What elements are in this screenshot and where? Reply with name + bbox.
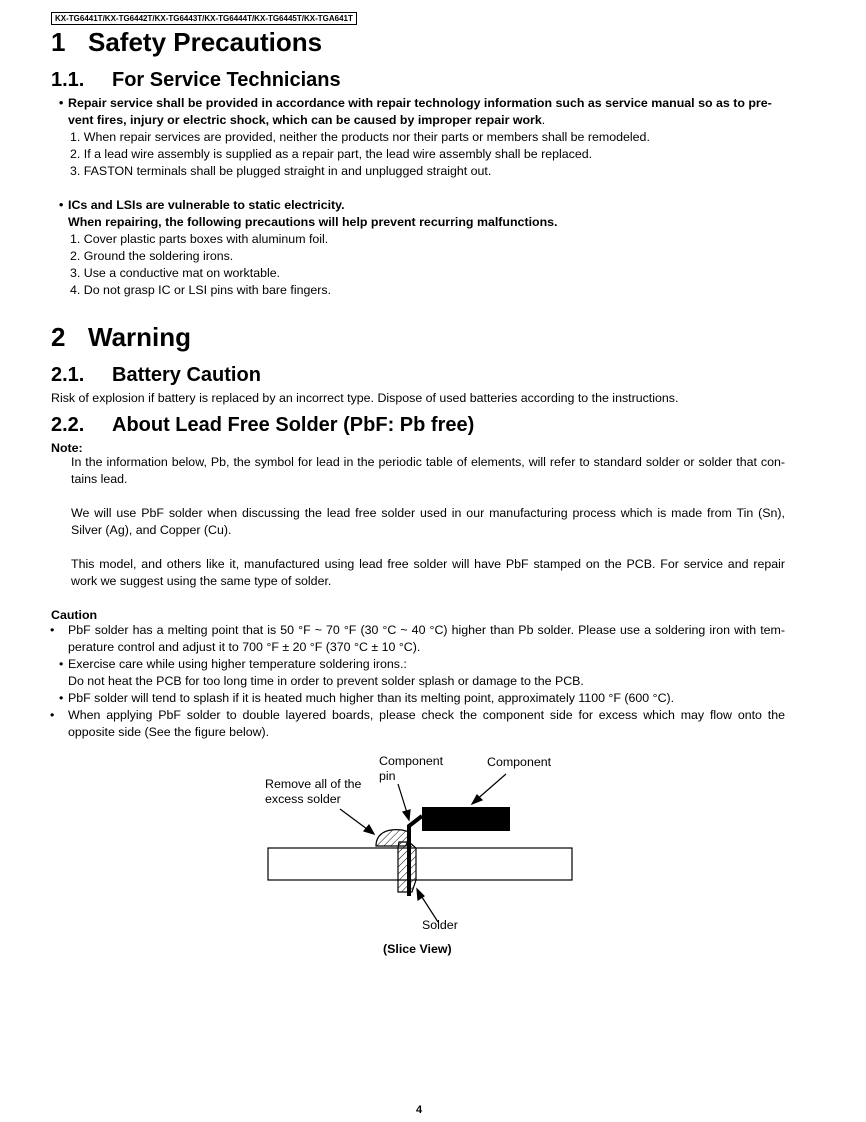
label-component-pin: pin [379, 769, 396, 783]
figure-caption: (Slice View) [383, 942, 452, 956]
label-component-pin: Component [379, 754, 444, 768]
subsection-1-1-heading [51, 68, 341, 92]
label-solder: Solder [422, 918, 458, 932]
section-2-heading [51, 322, 191, 352]
bullet-static-line2: When repairing, the following precautions will help prevent recurring malfunctions. [68, 215, 558, 229]
section-number: 1 [51, 27, 66, 57]
bullet-repair-line1: • Repair service shall be provided in accordance with repair technology information such as service manual so as to pre- [59, 96, 772, 110]
subsection-2-2-heading [51, 413, 474, 437]
component-body [422, 807, 510, 831]
list-item: 3. Use a conductive mat on worktable. [70, 266, 281, 280]
subsection-2-1-heading [51, 363, 261, 387]
subsection-title: About Lead Free Solder (PbF: Pb free) [112, 414, 475, 436]
note-paragraph: We will use PbF solder when discussing the lead free solder used in our manufacturing process which is made from Tin (Sn), Silver (Ag), and Copper (Cu). [71, 506, 785, 537]
bullet-icon: • [59, 691, 64, 705]
bullet-static-line1: • ICs and LSIs are vulnerable to static electricity. [59, 198, 345, 212]
battery-caution-text: Risk of explosion if battery is replaced by an incorrect type. Dispose of used batteries according to the instructions. [51, 391, 679, 405]
section-1-heading [51, 27, 322, 57]
section-title: Safety Precautions [88, 27, 323, 57]
list-item: 1. Cover plastic parts boxes with aluminum foil. [70, 232, 329, 246]
bullet-icon: • [59, 657, 64, 671]
note-label: Note: [51, 441, 83, 455]
caution-item-continuation: Do not heat the PCB for too long time in order to prevent solder splash or damage to the PCB. [68, 674, 584, 688]
model-number-header: KX-TG6441T/KX-TG6442T/KX-TG6443T/KX-TG6444T/KX-TG6445T/KX-TGA641T [51, 12, 357, 25]
label-component: Component [487, 755, 552, 769]
caution-item: • When applying PbF solder to double layered boards, please check the component side for excess which may flow onto the opposite side (See the figure below). [50, 708, 785, 739]
list-item: 4. Do not grasp IC or LSI pins with bare fingers. [70, 283, 332, 297]
bullet-icon: • [59, 198, 64, 212]
caution-label: Caution [51, 608, 98, 622]
bullet-icon: • [50, 623, 55, 637]
subsection-title: For Service Technicians [112, 69, 341, 91]
list-item: 3. FASTON terminals shall be plugged straight in and unplugged straight out. [70, 164, 492, 178]
subsection-number: 2.2. [51, 414, 85, 436]
section-title: Warning [88, 322, 192, 352]
bullet-repair-line2: vent fires, injury or electric shock, which can be caused by improper repair work. [68, 113, 546, 127]
pcb-board [268, 848, 572, 880]
bullet-icon: • [59, 96, 64, 110]
bullet-icon: • [50, 708, 55, 722]
list-item: 1. When repair services are provided, neither the products nor their parts or members shall be remodeled. [70, 130, 650, 144]
label-remove-excess: excess solder [265, 792, 341, 806]
excess-solder-blob [376, 830, 410, 846]
caution-item: • PbF solder has a melting point that is 50 °F ~ 70 °F (30 °C ~ 40 °C) higher than Pb solder. Please use a soldering iron with tem- perature control and adjust it to 700 °F ± 20 °F (370 °C ± 10 °C). [50, 623, 785, 654]
subsection-number: 1.1. [51, 69, 85, 91]
list-item: 2. If a lead wire assembly is supplied as a repair part, the lead wire assembly shall be replaced. [70, 147, 593, 161]
caution-item: • Exercise care while using higher temperature soldering irons.: [59, 657, 407, 671]
caution-item: • PbF solder will tend to splash if it is heated much higher than its melting point, approximately 1100 °F (600 °C). [59, 691, 675, 705]
note-paragraph: This model, and others like it, manufactured using lead free solder will have PbF stamped on the PCB. For service and repair work we suggest using the same type of solder. [71, 557, 785, 588]
page-number: 4 [415, 1104, 423, 1116]
subsection-title: Battery Caution [112, 364, 261, 386]
note-paragraph: In the information below, Pb, the symbol for lead in the periodic table of elements, will refer to standard solder or solder that con- tains lead. [71, 455, 785, 486]
label-remove-excess: Remove all of the [265, 777, 362, 791]
section-number: 2 [51, 322, 66, 352]
solder-slice-diagram [250, 746, 590, 968]
subsection-number: 2.1. [51, 364, 85, 386]
list-item: 2. Ground the soldering irons. [70, 249, 234, 263]
